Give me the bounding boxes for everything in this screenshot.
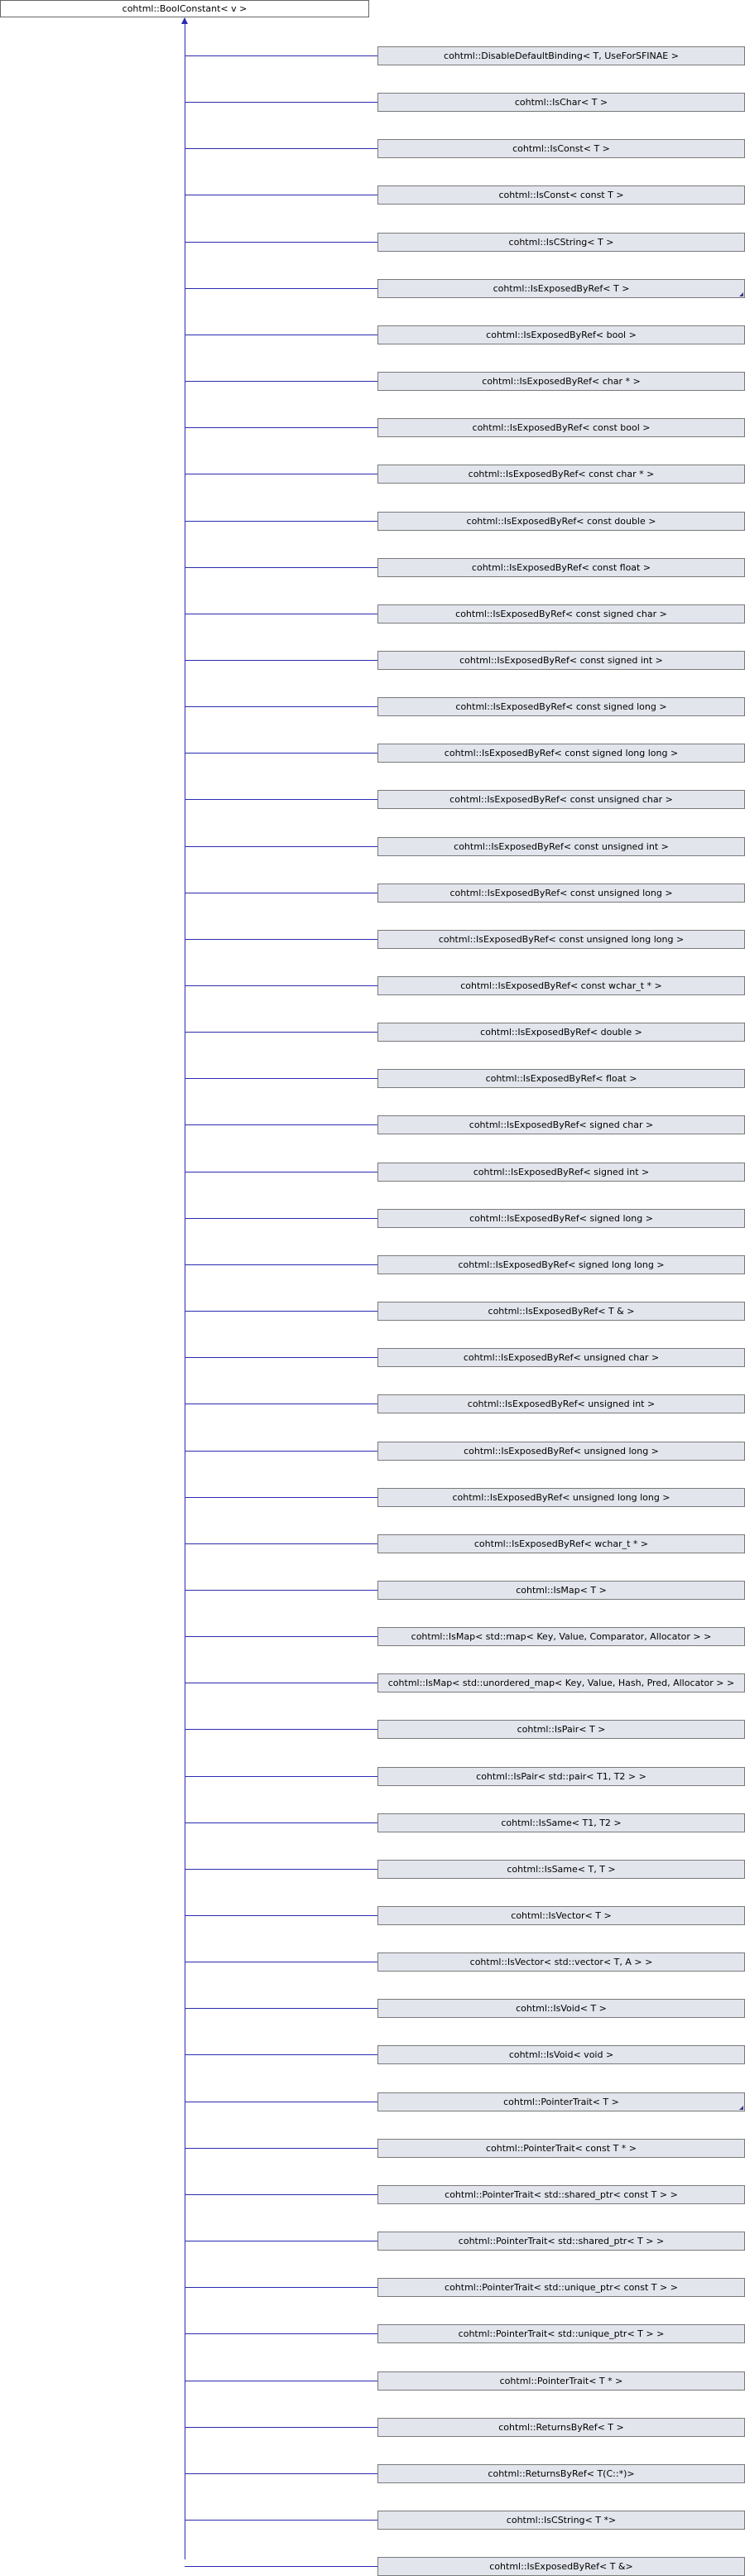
- derived-class-label: cohtml::IsExposedByRef< unsigned long long >: [452, 1492, 670, 1503]
- inheritance-branch-line: [185, 427, 377, 428]
- inheritance-branch-line: [185, 2194, 377, 2195]
- inheritance-arrow-icon: [181, 17, 188, 24]
- root-class-label: cohtml::BoolConstant< v >: [122, 3, 248, 14]
- inheritance-branch-line: [185, 939, 377, 940]
- derived-class-label: cohtml::IsExposedByRef< const wchar_t * >: [460, 980, 662, 991]
- derived-class-label: cohtml::IsExposedByRef< const bool >: [472, 422, 651, 433]
- inheritance-branch-line: [185, 1032, 377, 1033]
- derived-class-label: cohtml::IsExposedByRef< const char * >: [468, 469, 655, 479]
- derived-class-label: cohtml::PointerTrait< std::unique_ptr< T > >: [458, 2328, 665, 2339]
- derived-class-node[interactable]: [377, 185, 745, 205]
- derived-class-label: cohtml::IsConst< const T >: [498, 190, 624, 200]
- derived-class-label: cohtml::IsMap< T >: [516, 1585, 607, 1596]
- derived-class-node[interactable]: [377, 279, 745, 298]
- inheritance-branch-line: [185, 1729, 377, 1730]
- derived-class-node[interactable]: [377, 2557, 745, 2576]
- derived-class-label: cohtml::PointerTrait< std::shared_ptr< const T > >: [445, 2189, 678, 2200]
- root-class-node[interactable]: [0, 0, 369, 17]
- derived-class-label: cohtml::IsExposedByRef< float >: [485, 1073, 637, 1084]
- derived-class-node[interactable]: [377, 2464, 745, 2483]
- derived-class-label: cohtml::PointerTrait< std::unique_ptr< const T > >: [445, 2282, 678, 2293]
- inheritance-branch-line: [185, 1451, 377, 1452]
- derived-class-label: cohtml::IsCString< T >: [508, 237, 614, 248]
- derived-class-node[interactable]: [377, 1302, 745, 1321]
- derived-class-node[interactable]: [377, 1488, 745, 1507]
- inheritance-branch-line: [185, 706, 377, 707]
- derived-class-label: cohtml::IsExposedByRef< const float >: [471, 562, 651, 573]
- derived-class-label: cohtml::PointerTrait< T * >: [499, 2376, 623, 2386]
- derived-class-node[interactable]: [377, 2139, 745, 2158]
- derived-class-node[interactable]: [377, 1209, 745, 1228]
- derived-class-label: cohtml::IsExposedByRef< T &>: [489, 2561, 633, 2572]
- derived-class-node[interactable]: [377, 2324, 745, 2343]
- derived-class-label: cohtml::ReturnsByRef< T(C::*)>: [488, 2468, 635, 2479]
- inheritance-branch-line: [185, 1869, 377, 1870]
- inheritance-branch-line: [185, 2287, 377, 2288]
- inheritance-branch-line: [185, 1497, 377, 1498]
- inheritance-branch-line: [185, 2427, 377, 2428]
- derived-class-node[interactable]: [377, 93, 745, 112]
- derived-class-node[interactable]: [377, 2278, 745, 2297]
- inheritance-branch-line: [185, 242, 377, 243]
- derived-class-node[interactable]: [377, 1860, 745, 1879]
- inheritance-branch-line: [185, 985, 377, 986]
- derived-class-label: cohtml::IsExposedByRef< const signed int >: [459, 655, 663, 666]
- derived-class-label: cohtml::IsExposedByRef< const unsigned long >: [449, 888, 673, 898]
- inheritance-branch-line: [185, 521, 377, 522]
- inheritance-branch-line: [185, 102, 377, 103]
- derived-class-node[interactable]: [377, 1115, 745, 1134]
- derived-class-node[interactable]: [377, 1720, 745, 1739]
- derived-class-label: cohtml::IsExposedByRef< wchar_t * >: [473, 1538, 649, 1549]
- inheritance-branch-line: [185, 1078, 377, 1079]
- derived-class-node[interactable]: [377, 512, 745, 531]
- derived-class-node[interactable]: [377, 884, 745, 903]
- inheritance-branch-line: [185, 567, 377, 568]
- derived-class-label: cohtml::IsExposedByRef< T & >: [488, 1306, 635, 1317]
- inheritance-branch-line: [185, 1822, 377, 1823]
- derived-class-label: cohtml::IsConst< T >: [512, 143, 610, 154]
- truncated-hierarchy-marker-icon: [739, 292, 743, 296]
- derived-class-label: cohtml::IsVector< T >: [511, 1910, 612, 1921]
- derived-class-label: cohtml::IsExposedByRef< const unsigned int >: [454, 841, 669, 852]
- derived-class-node[interactable]: [377, 139, 745, 158]
- inheritance-branch-line: [185, 2566, 377, 2567]
- derived-class-label: cohtml::IsExposedByRef< const double >: [466, 516, 656, 527]
- derived-class-node[interactable]: [377, 744, 745, 763]
- inheritance-branch-line: [185, 1124, 377, 1125]
- derived-class-node[interactable]: [377, 2418, 745, 2437]
- derived-class-label: cohtml::IsMap< std::map< Key, Value, Comparator, Allocator > >: [411, 1631, 712, 1642]
- derived-class-node[interactable]: [377, 1952, 745, 1972]
- derived-class-label: cohtml::IsPair< std::pair< T1, T2 > >: [476, 1771, 646, 1782]
- derived-class-label: cohtml::IsExposedByRef< const signed long >: [455, 701, 667, 712]
- derived-class-node[interactable]: [377, 1906, 745, 1925]
- inheritance-branch-line: [185, 1776, 377, 1777]
- derived-class-label: cohtml::IsExposedByRef< signed int >: [473, 1167, 650, 1177]
- derived-class-label: cohtml::IsChar< T >: [514, 97, 608, 108]
- derived-class-label: cohtml::IsExposedByRef< unsigned long >: [464, 1446, 659, 1457]
- inheritance-branch-line: [185, 2520, 377, 2521]
- derived-class-node[interactable]: [377, 418, 745, 437]
- inheritance-branch-line: [185, 1357, 377, 1358]
- derived-class-node[interactable]: [377, 697, 745, 716]
- derived-class-label: cohtml::ReturnsByRef< T >: [498, 2422, 624, 2433]
- inheritance-branch-line: [185, 1311, 377, 1312]
- inheritance-branch-line: [185, 1915, 377, 1916]
- derived-class-label: cohtml::PointerTrait< std::shared_ptr< T > >: [458, 2236, 665, 2246]
- derived-class-node[interactable]: [377, 1627, 745, 1646]
- derived-class-label: cohtml::IsExposedByRef< signed char >: [469, 1119, 654, 1130]
- inheritance-branch-line: [185, 753, 377, 754]
- inheritance-branch-line: [185, 846, 377, 847]
- derived-class-node[interactable]: [377, 1767, 745, 1786]
- derived-class-label: cohtml::IsExposedByRef< signed long >: [469, 1213, 653, 1224]
- derived-class-label: cohtml::PointerTrait< T >: [503, 2097, 619, 2107]
- inheritance-branch-line: [185, 288, 377, 289]
- derived-class-label: cohtml::IsExposedByRef< bool >: [486, 330, 637, 340]
- inheritance-branch-line: [185, 799, 377, 800]
- inheritance-branch-line: [185, 2473, 377, 2474]
- derived-class-label: cohtml::IsExposedByRef< T >: [493, 283, 630, 294]
- derived-class-label: cohtml::IsExposedByRef< char * >: [482, 376, 641, 387]
- derived-class-label: cohtml::IsExposedByRef< const signed char >: [455, 609, 667, 619]
- inheritance-branch-line: [185, 1264, 377, 1265]
- derived-class-node[interactable]: [377, 2092, 745, 2111]
- inheritance-branch-line: [185, 2008, 377, 2009]
- derived-class-label: cohtml::IsVoid< void >: [508, 2049, 614, 2060]
- derived-class-node[interactable]: [377, 837, 745, 856]
- inheritance-branch-line: [185, 55, 377, 56]
- derived-class-node[interactable]: [377, 2511, 745, 2530]
- derived-class-node[interactable]: [377, 1163, 745, 1182]
- derived-class-node[interactable]: [377, 1813, 745, 1832]
- derived-class-node[interactable]: [377, 46, 745, 65]
- inheritance-branch-line: [185, 1636, 377, 1637]
- derived-class-label: cohtml::IsExposedByRef< const unsigned char >: [449, 794, 673, 805]
- inheritance-branch-line: [185, 1590, 377, 1591]
- derived-class-label: cohtml::IsPair< T >: [517, 1724, 606, 1735]
- derived-class-node[interactable]: [377, 1534, 745, 1553]
- inheritance-branch-line: [185, 2054, 377, 2055]
- inheritance-branch-line: [185, 1218, 377, 1219]
- derived-class-node[interactable]: [377, 233, 745, 252]
- derived-class-node[interactable]: [377, 1348, 745, 1367]
- derived-class-node[interactable]: [377, 2232, 745, 2251]
- derived-class-label: cohtml::IsExposedByRef< const signed long long >: [444, 748, 679, 758]
- derived-class-node[interactable]: [377, 1442, 745, 1461]
- derived-class-node[interactable]: [377, 604, 745, 624]
- derived-class-node[interactable]: [377, 2371, 745, 2391]
- inheritance-branch-line: [185, 1543, 377, 1544]
- inheritance-branch-line: [185, 381, 377, 382]
- derived-class-node[interactable]: [377, 1069, 745, 1088]
- inheritance-branch-line: [185, 148, 377, 149]
- inheritance-branch-line: [185, 660, 377, 661]
- derived-class-node[interactable]: [377, 2045, 745, 2064]
- derived-class-node[interactable]: [377, 976, 745, 995]
- inheritance-branch-line: [185, 2333, 377, 2334]
- derived-class-node[interactable]: [377, 1999, 745, 2018]
- inheritance-branch-line: [185, 2148, 377, 2149]
- derived-class-node[interactable]: [377, 651, 745, 670]
- derived-class-node[interactable]: [377, 1581, 745, 1600]
- derived-class-node[interactable]: [377, 558, 745, 577]
- derived-class-node[interactable]: [377, 1255, 745, 1274]
- derived-class-label: cohtml::IsMap< std::unordered_map< Key, Value, Hash, Pred, Allocator > >: [387, 1678, 735, 1688]
- derived-class-label: cohtml::IsCString< T *>: [506, 2515, 617, 2525]
- derived-class-node[interactable]: [377, 790, 745, 809]
- derived-class-node[interactable]: [377, 325, 745, 344]
- derived-class-label: cohtml::IsExposedByRef< unsigned char >: [463, 1352, 660, 1363]
- derived-class-label: cohtml::IsVoid< T >: [516, 2003, 607, 2014]
- derived-class-node[interactable]: [377, 930, 745, 949]
- derived-class-node[interactable]: [377, 2185, 745, 2204]
- derived-class-label: cohtml::IsExposedByRef< unsigned int >: [467, 1399, 656, 1409]
- derived-class-label: cohtml::PointerTrait< const T * >: [485, 2143, 637, 2154]
- derived-class-label: cohtml::IsVector< std::vector< T, A > >: [469, 1957, 653, 1967]
- derived-class-label: cohtml::IsExposedByRef< double >: [480, 1027, 642, 1038]
- derived-class-node[interactable]: [377, 465, 745, 484]
- derived-class-label: cohtml::DisableDefaultBinding< T, UseForSFINAE >: [444, 51, 679, 61]
- derived-class-node[interactable]: [377, 372, 745, 391]
- derived-class-label: cohtml::IsSame< T1, T2 >: [501, 1818, 622, 1828]
- truncated-hierarchy-marker-icon: [739, 2106, 743, 2110]
- derived-class-node[interactable]: [377, 1023, 745, 1042]
- derived-class-label: cohtml::IsExposedByRef< const unsigned long long >: [438, 934, 685, 945]
- derived-class-node[interactable]: [377, 1673, 745, 1692]
- derived-class-node[interactable]: [377, 1394, 745, 1413]
- derived-class-label: cohtml::IsExposedByRef< signed long long >: [458, 1259, 665, 1270]
- derived-class-label: cohtml::IsSame< T, T >: [507, 1864, 616, 1875]
